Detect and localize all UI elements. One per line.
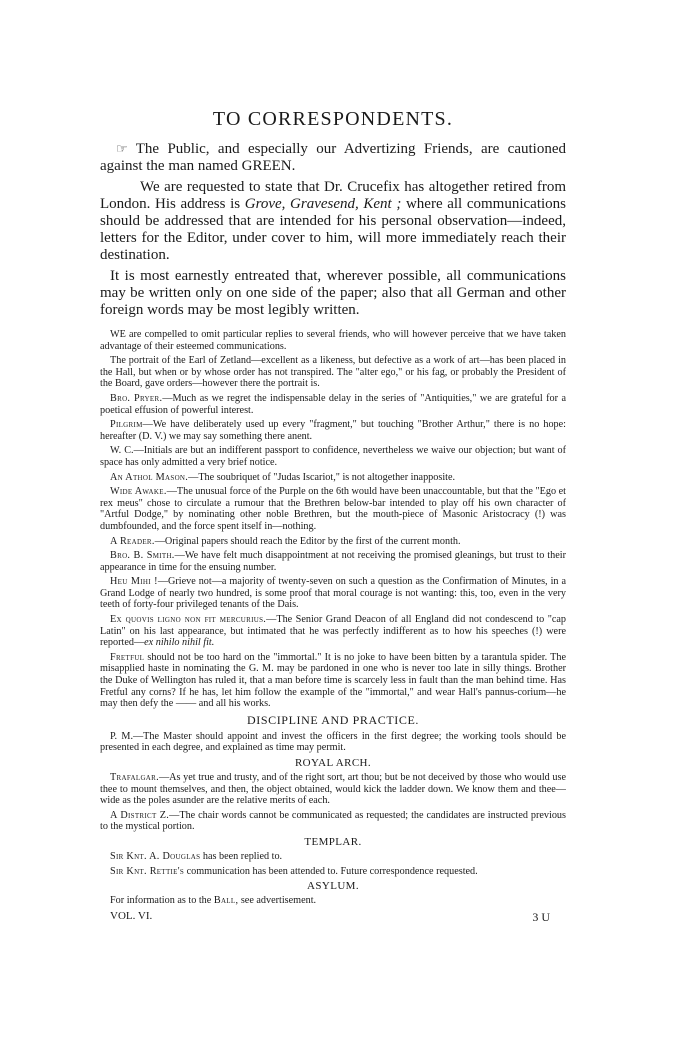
correspondent-name: Sir Knt. A. Douglas [110,850,201,862]
section-heading-discipline: DISCIPLINE AND PRACTICE. [246,712,420,727]
notice-one-side: It is most earnestly entreated that, wherever possible, all communications may be written only on one side of the paper; also that all German and other foreign words may be most legibly written. [100,268,566,318]
reply-heu-mihi [100,576,566,611]
correspondent-name: Bro. B. Smith. [110,550,175,562]
notice-green [100,140,566,175]
correspondent-name: A District Z. [110,809,170,821]
reply-we: WE are compelled to omit particular replies to several friends, who will however perceive that we have taken advantage of their esteemed communications. [100,329,566,352]
reply-pm: P. M.—The Master should appoint and invest the officers in the first degree; the working tools should be presented in each degree, and explained as time may permit. [100,730,566,754]
page-footer [100,910,566,924]
reply-text: —The chair words cannot be communicated as requested; the candidates are instructed previous to the mystical portion. [100,809,566,833]
reply-text: —The Senior Grand Deacon of all England did not condescend to "cap Latin" on his last appearance, but intimated that he was perfectly indifferent as to how his speeches (!) were reported— [100,614,567,649]
reply-smith [100,550,566,573]
correspondent-name: Ex quovis ligno non fit mercurius. [110,614,267,626]
reply-text: —The unusual force of the Purple on the 6th would have been unaccountable, but that the "Ego et rex meus" chose to circulate a rumour that the Brethren below-bar intended to play off his own character of "Artful Dodge," by nominating other noble Brethren, but the mouth-piece of Masonic Aristocracy (!) was dumbfounded, and the force spent itself in—nothing. [100,486,566,532]
crucefix-address: Grove, Gravesend, Kent ; [244,196,402,212]
reply-pilgrim [100,419,566,442]
correspondent-name: W. C. [110,445,134,457]
notice-green-text: The Public, and especially our Advertizing Friends, are cautioned against the man named GREEN. [100,141,566,174]
reply-text: communication has been attended to. Future correspondence requested. [184,865,478,877]
correspondent-name: A Reader. [110,535,155,547]
reply-reader [100,536,566,548]
reply-text: —We have deliberately used up every "fragment," but touching "Brother Arthur," there is no hope: hereafter (D. V.) we may say something there anent. [100,419,566,442]
notice-crucefix [100,179,566,264]
correspondent-name: Wide Awake. [110,486,167,498]
correspondent-name: Pilgrim [110,419,143,431]
reply-fretful [100,652,566,710]
reply-athol [100,472,566,484]
reply-wc [100,445,566,468]
reply-text: —The soubriquet of "Judas Iscariot," is not altogether inapposite. [188,471,456,483]
correspondent-name: An Athol Mason. [110,471,189,483]
reply-text: —Initials are but an indifferent passport to confidence, nevertheless we waive our objection; but want of space has only admitted a very brief notice. [100,445,566,468]
latin-quote: ex nihilo nihil fit. [144,637,215,649]
reply-douglas [100,851,566,863]
replies [100,329,566,907]
signature-mark: 3 U [532,909,550,924]
section-heading-royal-arch: ROYAL ARCH. [294,757,372,769]
reply-text: should not be too hard on the "immortal." It is no joke to have been bitten by a tarantula spider. The misapplied haste in nominating the G. M. may be pardoned in one who is never too late in silly things. Brother the Duke of Wellington has ruled it, that a man before time is scarcely less in fault than the man behind time. Has Fretful any corns? If he has, let him follow the example of the "immortal," and wear Hall's pannus-corium—he may then defy the —— and all his works. [100,651,566,710]
reply-district-z [100,810,566,833]
volume-label: VOL. VI. [110,909,153,922]
notice-crucefix-text-end: where all communications should be addressed that are intended for his personal observation—indeed, letters for the Editor, under cover to him, will more immediately reach their destination. [100,196,566,263]
reply-ex-quovis [100,614,566,649]
reply-text: —Much as we regret the indispensable delay in the series of "Antiquities," we are grateful for a poetical effusion of powerful interest. [100,392,566,416]
notices [100,140,566,319]
reply-ball [100,895,566,907]
correspondent-name: Bro. Pryer. [110,392,163,404]
reply-text-end: see advertisement. [238,895,317,907]
pointing-hand-icon: ☞ [116,141,128,156]
reply-portrait: The portrait of the Earl of Zetland—excellent as a likeness, but defective as a work of art—has been placed in the Hall, but when or by whose order has not transpired. The "alter ego," or his fag, or probably the President of the Board, gave orders—however there the portrait is. [100,355,566,390]
correspondents-column [100,108,566,924]
reply-wide-awake [100,486,566,532]
reply-text: —We have felt much disappointment at not receiving the promised gleanings, but trust to their appearance in time for the ensuing number. [100,550,566,573]
correspondent-name: Sir Knt. Rettie's [110,865,185,877]
reply-text: —As yet true and trusty, and of the right sort, art thou; but be not deceived by those who would use thee to mount themselves, and then, the object obtained, would kick the ladder down. We know them and thee—wide as the poles asunder are the relative merits of each. [100,772,566,807]
correspondent-name: Heu Mihi ! [110,576,158,588]
reply-trafalgar [100,772,566,807]
reply-text: has been replied to. [200,850,283,862]
section-heading-templar: TEMPLAR. [304,835,362,848]
page-title: TO CORRESPONDENTS. [212,108,454,130]
reply-text: —Grieve not—a majority of twenty-seven on such a question as the Confirmation of Minutes, in a Grand Lodge of nearly two hundred, is some proof that moral courage is not wanting: this, too, even in the very teeth of forty-four privileged tenants of the Dais. [100,576,566,611]
ball-label: Ball, [213,895,239,907]
correspondent-name: Fretful [110,651,145,663]
reply-text: For information as to the [110,895,214,907]
reply-rettie [100,866,566,878]
correspondent-name: Trafalgar. [110,772,159,783]
section-heading-asylum: ASYLUM. [307,880,359,893]
notice-crucefix-text: We are requested to state that Dr. Crucefix has altogether retired from London. His address is [100,179,566,212]
reply-text: —Original papers should reach the Editor by the first of the current month. [154,535,461,547]
reply-pryer [100,393,566,416]
